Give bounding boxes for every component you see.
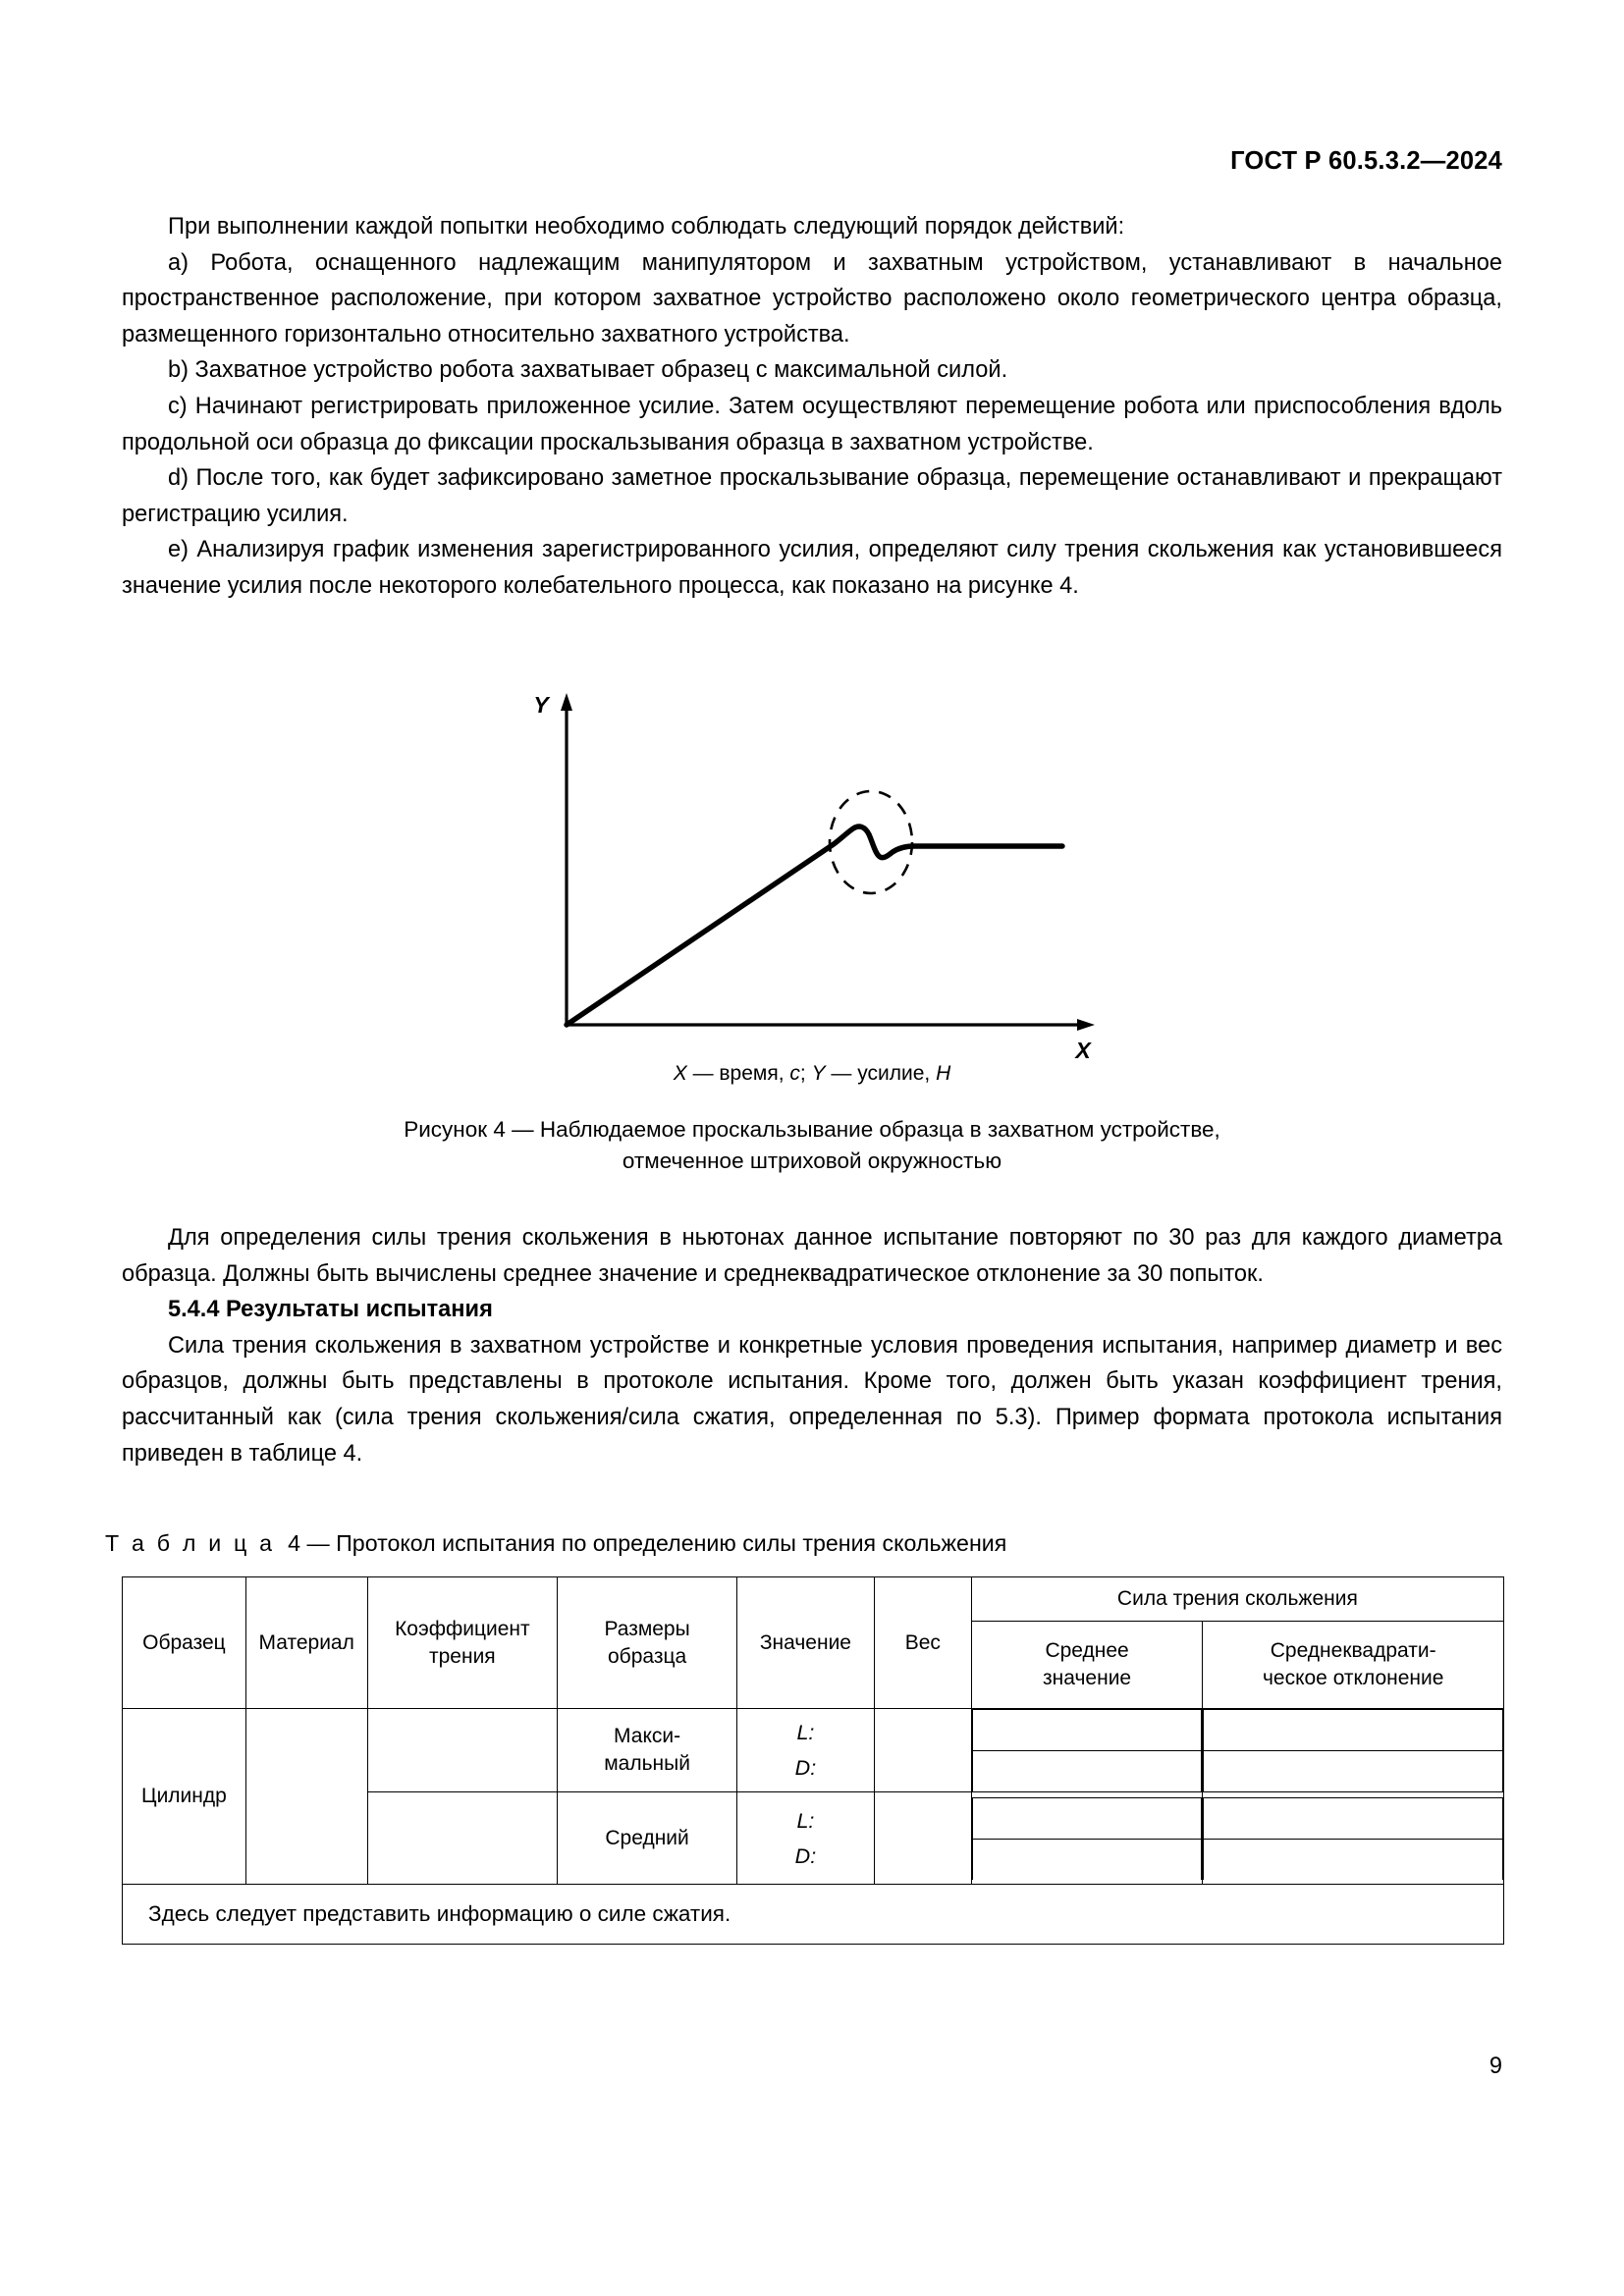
col-header-sample: Образец	[123, 1577, 246, 1709]
y-axis	[561, 693, 572, 1025]
paragraph-item-e: e) Анализируя график изменения зарегистрированного усилия, определяют силу трения скольжения как установившееся значение усилия после некоторого колебательного процесса, как показано на рисунке 4.	[122, 537, 1502, 599]
cell-mean-value-0	[971, 1709, 1203, 1792]
col-header-std-deviation	[1203, 1622, 1504, 1709]
table-footer-note: Здесь следует представить информацию о силе сжатия.	[123, 1885, 1504, 1945]
col-header-friction-coefficient-line1: Коэффициент	[395, 1617, 530, 1640]
legend-symbol-y: Y	[811, 1062, 826, 1085]
cell-value-average-D: D:	[794, 1843, 817, 1868]
paragraph-item-a: a) Робота, оснащенного надлежащим манипулятором и захватным устройством, устанавливают в начальное пространственное расположение, при котором захватное устройство расположено около геометрического центра образца, размещенного горизонтально относительно захватного устройства.	[122, 249, 1502, 347]
std-subcell-1b	[1204, 1839, 1503, 1880]
heading-5-4-4: 5.4.4 Результаты испытания	[168, 1297, 493, 1323]
cell-value-average	[737, 1792, 875, 1885]
col-header-weight: Вес	[874, 1577, 971, 1709]
figure-4-caption	[0, 1114, 1624, 1177]
cell-value-average-L: L:	[796, 1808, 815, 1833]
figure-caption-line-2: отмеченное штриховой окружностью	[622, 1148, 1002, 1173]
paragraph-item-b: b) Захватное устройство робота захватывает образец с максимальной силой.	[168, 357, 1008, 384]
table-body	[123, 1709, 1504, 1945]
paragraph-after-figure-2: Сила трения скольжения в захватном устройстве и конкретные условия проведения испытания, например диаметр и вес образцов, должны быть представлены в протоколе испытания. Кроме того, должен быть указан коэффициент трения, рассчитанный как (сила трения скольжения/сила сжатия, определенная по 5.3). Пример формата протокола испытания приведен в таблице 4.	[122, 1332, 1502, 1467]
col-header-mean-value-line1: Среднее	[1045, 1639, 1129, 1662]
body-text-block-top	[122, 209, 1502, 605]
cell-value-max-L: L:	[796, 1721, 815, 1744]
mean-value-subcells-0	[972, 1709, 1203, 1791]
cell-dimensions-max-line1: Макси-	[614, 1725, 681, 1747]
figure-caption-line-1: Рисунок 4 — Наблюдаемое проскальзывание образца в захватном устройстве,	[404, 1117, 1220, 1142]
cell-sample-cylinder: Цилиндр	[123, 1709, 246, 1885]
friction-force-plot	[508, 687, 1116, 1063]
paragraph-intro: При выполнении каждой попытки необходимо соблюдать следующий порядок действий:	[168, 214, 1125, 240]
force-curve	[567, 827, 1062, 1025]
mean-subcell-0b	[972, 1751, 1202, 1792]
legend-unit-y: Н	[936, 1062, 951, 1085]
col-header-value: Значение	[737, 1577, 875, 1709]
table-head	[123, 1577, 1504, 1709]
cell-value-max-D: D:	[794, 1756, 817, 1780]
col-header-material: Материал	[245, 1577, 367, 1709]
paragraph-item-c: c) Начинают регистрировать приложенное усилие. Затем осуществляют перемещение робота или приспособления вдоль продольной оси образца до фиксации проскальзывания образца в захватном устройстве.	[122, 393, 1502, 455]
mean-value-subcells-1	[972, 1797, 1203, 1880]
table-header-row-group	[123, 1577, 1504, 1622]
table-title-prefix: Т а б л и ц а	[105, 1530, 276, 1556]
col-header-dimensions-line1: Размеры	[604, 1617, 690, 1640]
col-header-std-deviation-line2: ческое отклонение	[1262, 1667, 1444, 1689]
col-header-dimensions-line2: образца	[608, 1644, 687, 1668]
col-header-std-deviation-line1: Среднеквадрати-	[1270, 1639, 1436, 1662]
cell-friction-coefficient-1	[367, 1792, 558, 1885]
figure-4-block	[0, 687, 1624, 1177]
table-footer-row	[123, 1885, 1504, 1945]
col-header-friction-coefficient-line2: трения	[429, 1644, 496, 1668]
cell-std-deviation-0	[1203, 1709, 1504, 1792]
std-subcell-1a	[1204, 1797, 1503, 1839]
col-header-mean-value-line2: значение	[1043, 1667, 1132, 1689]
cell-value-max	[737, 1709, 875, 1792]
cell-mean-value-1	[971, 1792, 1203, 1885]
col-header-dimensions	[558, 1577, 737, 1709]
mean-subcell-1b	[972, 1839, 1202, 1880]
col-header-group-sliding-friction-force: Сила трения скольжения	[971, 1577, 1503, 1622]
cell-weight-1	[874, 1792, 971, 1885]
cell-dimensions-average: Средний	[558, 1792, 737, 1885]
legend-text-x: — время,	[686, 1062, 790, 1085]
legend-unit-x: с	[789, 1062, 800, 1085]
cell-weight-0	[874, 1709, 971, 1792]
y-axis-label: Y	[533, 692, 549, 718]
page-number: 9	[1489, 2054, 1502, 2079]
paragraph-after-figure-1: Для определения силы трения скольжения в ньютонах данное испытание повторяют по 30 раз для каждого диаметра образца. Должны быть вычислены среднее значение и среднеквадратическое отклонение за 30 попыток.	[122, 1225, 1502, 1287]
mean-subcell-0a	[972, 1710, 1202, 1751]
table-row	[123, 1709, 1504, 1792]
std-subcell-0a	[1204, 1710, 1503, 1751]
legend-separator: ;	[799, 1062, 812, 1085]
cell-dimensions-max	[558, 1709, 737, 1792]
std-subcell-0b	[1204, 1751, 1503, 1792]
body-text-block-bottom	[122, 1220, 1502, 1471]
x-axis	[567, 1019, 1095, 1031]
table-title-text: — Протокол испытания по определению силы трения скольжения	[306, 1530, 1007, 1556]
table-4-title	[105, 1527, 1006, 1559]
legend-text-y: — усилие,	[825, 1062, 937, 1085]
legend-symbol-x: X	[673, 1062, 687, 1085]
paragraph-item-d: d) После того, как будет зафиксировано заметное проскальзывание образца, перемещение останавливают и прекращают регистрацию усилия.	[122, 465, 1502, 527]
figure-4-legend	[0, 1059, 1624, 1089]
x-axis-label: X	[1075, 1038, 1091, 1063]
cell-friction-coefficient-0	[367, 1709, 558, 1792]
cell-std-deviation-1	[1203, 1792, 1504, 1885]
std-deviation-subcells-1	[1203, 1797, 1503, 1880]
col-header-mean-value	[971, 1622, 1203, 1709]
mean-subcell-1a	[972, 1797, 1202, 1839]
figure-4-graphic	[0, 687, 1624, 1063]
cell-dimensions-max-line2: мальный	[604, 1752, 690, 1775]
cell-material-0	[245, 1709, 367, 1885]
page-header-standard-number: ГОСТ Р 60.5.3.2—2024	[1230, 147, 1502, 175]
std-deviation-subcells-0	[1203, 1709, 1503, 1791]
table-title-number: 4	[288, 1530, 301, 1556]
col-header-friction-coefficient	[367, 1577, 558, 1709]
test-report-table	[122, 1576, 1504, 1945]
